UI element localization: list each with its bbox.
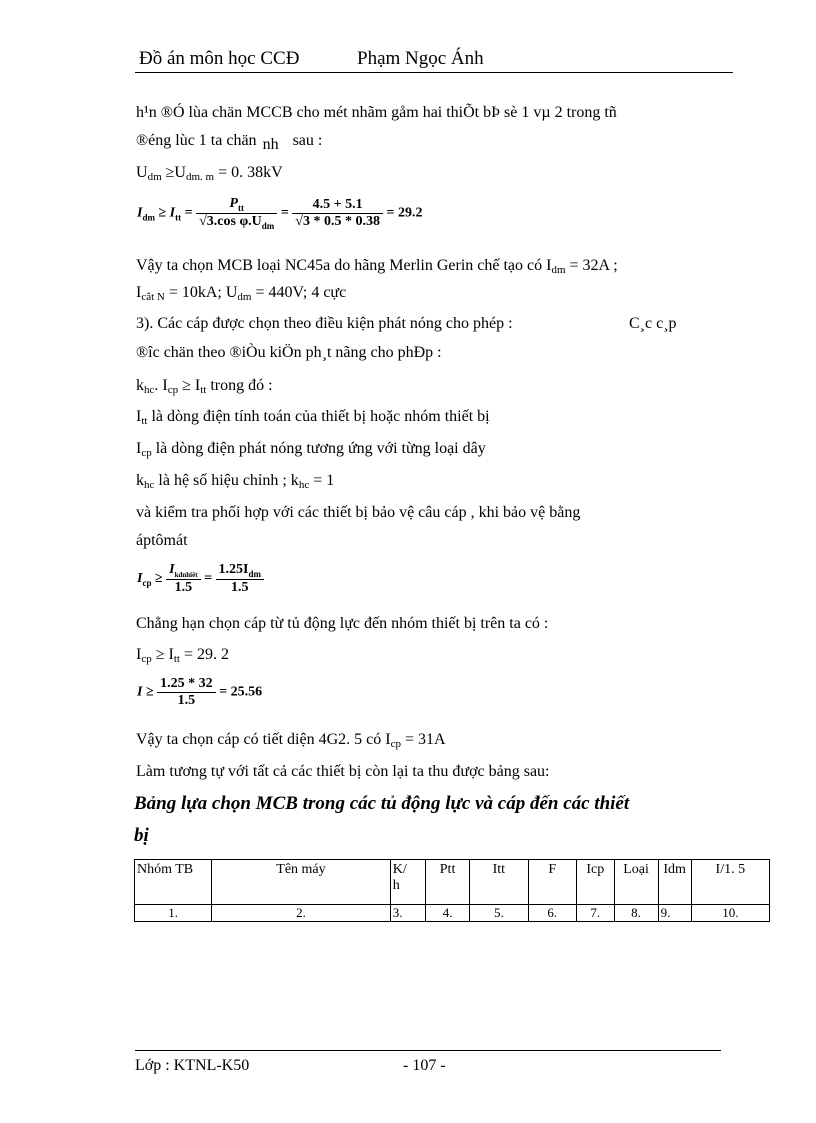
paragraph-line: Vậy ta chọn cáp có tiết diện 4G2. 5 có $I_{cp} = 31A$	[136, 731, 446, 750]
paragraph-line: và kiểm tra phối hợp với các thiết bị bảo vệ câu cáp , khi bảo vệ bằng	[136, 504, 581, 521]
paragraph-line: 3). Các cáp được chọn theo điều kiện phát nóng cho phép : C¸c c¸p	[136, 315, 677, 332]
number-cell: 7.	[577, 905, 614, 922]
table-number-row	[135, 905, 770, 922]
number-cell: 4.	[426, 905, 470, 922]
header-cell: F	[528, 860, 577, 905]
header-cell: Nhóm TB	[135, 860, 212, 905]
header-cell: K/h	[390, 860, 425, 905]
number-cell: 3.	[390, 905, 425, 922]
footer-class: Lớp : KTNL-K50	[135, 1057, 250, 1074]
paragraph-line: ®îc chän theo ®iÒu kiÖn ph¸t nãng cho phÐp :	[136, 344, 442, 361]
header-cell: Itt	[470, 860, 528, 905]
paragraph-line: Chẳng hạn chọn cáp từ tủ động lực đến nhóm thiết bị trên ta có :	[136, 615, 549, 632]
paragraph-line: $I_{cắt N} = 10kA$; $U_{dm} = 440V$; 4 cực	[136, 284, 347, 303]
table-title-continued: bị	[134, 825, 149, 846]
page-header	[135, 48, 733, 73]
number-cell: 8.	[614, 905, 658, 922]
paragraph-line: $k_{hc}$ là hệ số hiệu chỉnh ; $k_{hc} = 1$	[136, 472, 335, 491]
number-cell: 10.	[691, 905, 769, 922]
voltage-condition: $U_{dm} \ge U_{dm. m} = 0$. 38kV	[136, 164, 283, 183]
number-cell: 5.	[470, 905, 528, 922]
paragraph-line: Vậy ta chọn MCB loại NC45a do hãng Merlin Gerin chế tạo có $I_{dm} = 32A$ ;	[136, 257, 618, 276]
header-cell: Tên máy	[212, 860, 391, 905]
page-number: - 107 -	[403, 1057, 446, 1074]
number-cell: 1.	[135, 905, 212, 922]
formula-cable-current: $I_{cp}$ ≥ $\frac{I_{kdnhiêt}}{1.5}$ = $\frac{1.25I_{dm}}{1.5}$	[137, 562, 264, 596]
paragraph-line: áptômát	[136, 532, 188, 549]
cable-current-value: $I_{cp} \ge I_{tt} = 29$. 2	[136, 646, 229, 665]
header-cell: Loại	[614, 860, 658, 905]
header-course: Đồ án môn học CCĐ	[139, 48, 300, 69]
paragraph-line: ®éng lùc 1 ta chän nh sau :	[136, 132, 323, 153]
mcb-cable-table	[134, 859, 770, 922]
table-header-row	[135, 860, 770, 905]
header-cell: Ptt	[426, 860, 470, 905]
paragraph-line: $I_{cp}$ là dòng điện phát nóng tương ứng với từng loại dây	[136, 440, 486, 459]
table-title: Bảng lựa chọn MCB trong các tủ động lực và cáp đến các thiết	[134, 793, 630, 814]
header-author: Phạm Ngọc Ánh	[357, 48, 484, 69]
header-cell: Idm	[658, 860, 691, 905]
header-cell: Icp	[577, 860, 614, 905]
cable-condition: $k_{hc}$. $I_{cp} \ge I_{tt}$ trong đó :	[136, 377, 273, 396]
formula-cable-example: I ≥ $\frac{1.25 * 32}{1.5}$ = 25.56	[137, 676, 263, 708]
paragraph-line: h¹n ®Ó lùa chän MCCB cho mét nhãm gåm hai thiÕt bÞ sè 1 vµ 2 trong tñ	[136, 104, 617, 121]
paragraph-line: Làm tương tự với tất cả các thiết bị còn lại ta thu được bảng sau:	[136, 763, 550, 780]
number-cell: 9.	[658, 905, 691, 922]
formula-current-rating: $I_{dm} \ge I_{tt}$ = $\frac{P_{tt}}{√3.\cos \varphi.U_{dm}}$ = $\frac{4.5 + 5.1}{√3 * 0.5 * 0.38}$ = 29.2	[137, 196, 423, 231]
number-cell: 6.	[528, 905, 577, 922]
paragraph-line: $I_{tt}$ là dòng điện tính toán của thiết bị hoặc nhóm thiết bị	[136, 408, 490, 427]
page-footer	[135, 1050, 721, 1074]
number-cell: 2.	[212, 905, 391, 922]
header-cell: I/1. 5	[691, 860, 769, 905]
